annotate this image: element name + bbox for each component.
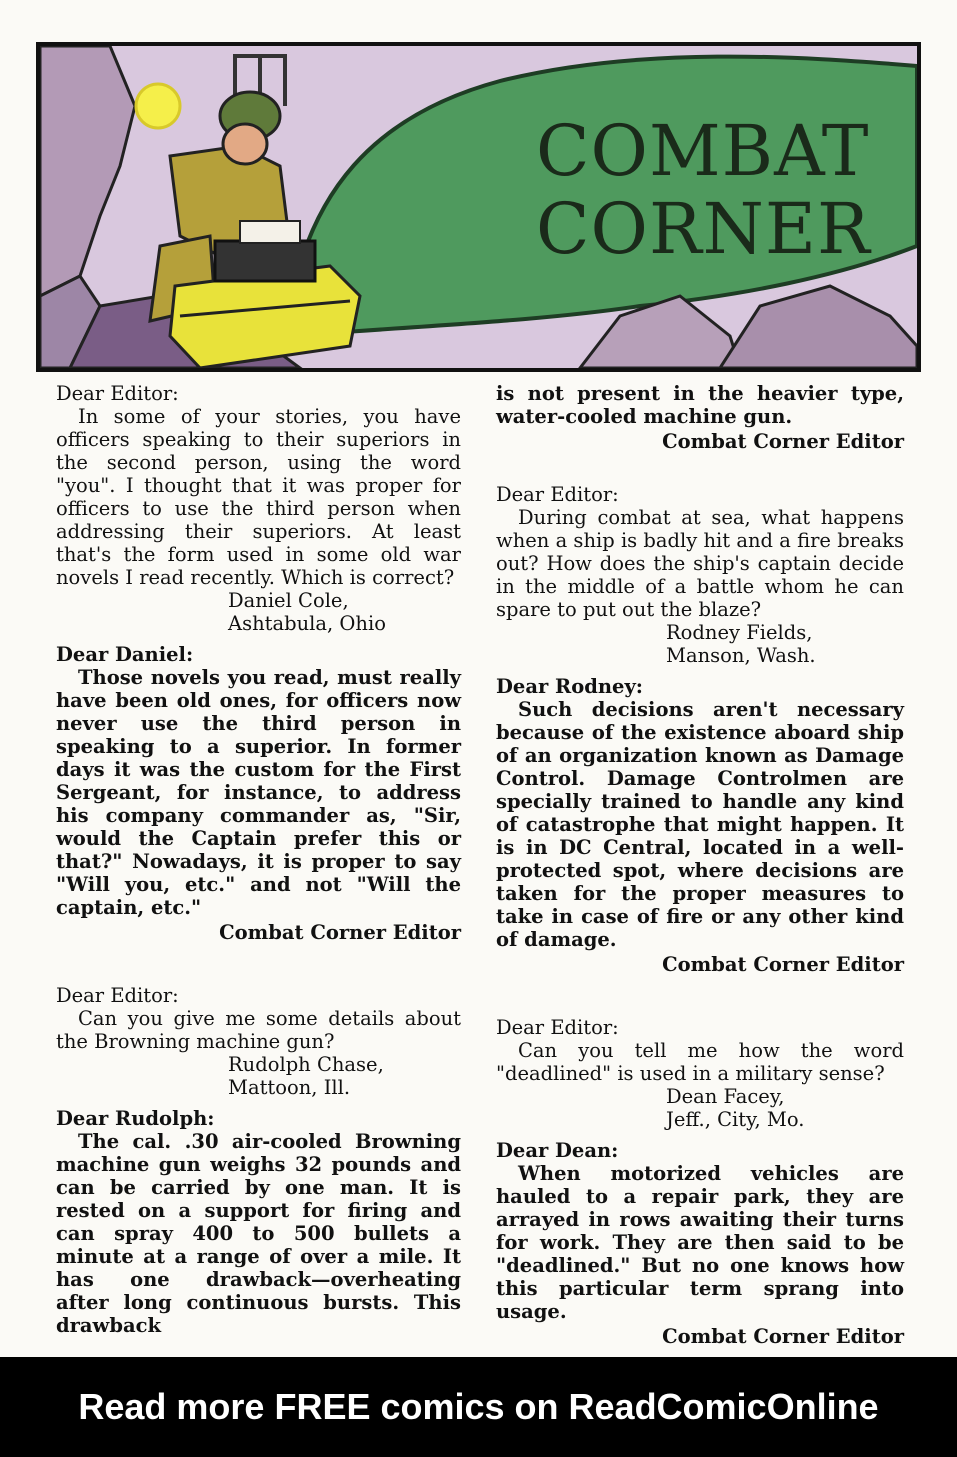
letter-body: Can you give me some details about the Browning machine gun? xyxy=(56,1007,461,1053)
footer-text[interactable]: Read more FREE comics on ReadComicOnline xyxy=(78,1386,879,1427)
reply-body: When motorized vehicles are hauled to a repair park, they are arrayed in rows awaiting their turns for work. They are then said to be "deadlined." But no one knows how this particular term sprang into usage. xyxy=(496,1162,904,1323)
reply-signoff: Combat Corner Editor xyxy=(662,953,904,976)
combat-corner-banner xyxy=(36,42,921,372)
reply-body: Those novels you read, must really have been old ones, for officers now never use the third person in speaking to a superior. In former days it was the custom for the First Sergeant, for instance, to address his company commander as, "Sir, would the Captain prefer this or that?" Nowadays, it is proper to say "Will you, etc." and not "Will the captain, etc." xyxy=(56,666,461,919)
letter-salutation: Dear Editor: xyxy=(56,382,179,405)
reply-body: The cal. .30 air-cooled Browning machine gun weighs 32 pounds and can be carried by one man. It is rested on a support for firing and can spray 400 to 500 bullets a minute at a range of over a mile. It has one drawback—overheating after long continuous bursts. This drawback xyxy=(56,1130,461,1337)
letter-signer: Daniel Cole, xyxy=(228,589,349,612)
letter-body: Can you tell me how the word "deadlined" is used in a military sense? xyxy=(496,1039,904,1085)
banner-title xyxy=(536,110,871,270)
reply-salutation: Dear Rudolph: xyxy=(56,1107,215,1130)
letter-location: Mattoon, Ill. xyxy=(228,1076,351,1099)
reply-body: Such decisions aren't necessary because of the existence aboard ship of an organization known as Damage Control. Damage Controlmen are specially trained to handle any kind of catastrophe that might happen. It is in DC Central, located in a well-protected spot, where decisions are taken for the proper measures to take in case of fire or any other kind of damage. xyxy=(496,698,904,951)
letter-location: Jeff., City, Mo. xyxy=(666,1108,805,1131)
reply-salutation: Dear Daniel: xyxy=(56,643,194,666)
reply-signoff: Combat Corner Editor xyxy=(662,430,904,453)
letter-location: Ashtabula, Ohio xyxy=(228,612,386,635)
letter-signer: Rodney Fields, xyxy=(666,621,813,644)
banner-title-line-2: CORNER xyxy=(536,188,871,270)
footer-banner[interactable] xyxy=(0,1357,957,1457)
reply-signoff: Combat Corner Editor xyxy=(662,1325,904,1348)
left-column xyxy=(56,382,461,1337)
reply-salutation: Dear Dean: xyxy=(496,1139,619,1162)
reply-salutation: Dear Rodney: xyxy=(496,675,643,698)
right-column xyxy=(496,382,904,1348)
banner-title-line-1: COMBAT xyxy=(536,110,870,192)
letter-signer: Dean Facey, xyxy=(666,1085,785,1108)
letter-salutation: Dear Editor: xyxy=(56,984,179,1007)
letter-signer: Rudolph Chase, xyxy=(228,1053,384,1076)
letter-salutation: Dear Editor: xyxy=(496,483,619,506)
reply-body-continued: is not present in the heavier type, water-cooled machine gun. xyxy=(496,382,904,428)
letter-location: Manson, Wash. xyxy=(666,644,816,667)
letter-body: In some of your stories, you have officers speaking to their superiors in the second person, using the word "you". I thought that it was proper for officers to use the third person when addressing their superiors. At least that's the form used in some old war novels I read recently. Which is correct? xyxy=(56,405,461,589)
reply-signoff: Combat Corner Editor xyxy=(219,921,461,944)
letter-body: During combat at sea, what happens when a ship is badly hit and a fire breaks out? How does the ship's captain decide in the middle of a battle whom he can spare to put out the blaze? xyxy=(496,506,904,621)
letter-salutation: Dear Editor: xyxy=(496,1016,619,1039)
